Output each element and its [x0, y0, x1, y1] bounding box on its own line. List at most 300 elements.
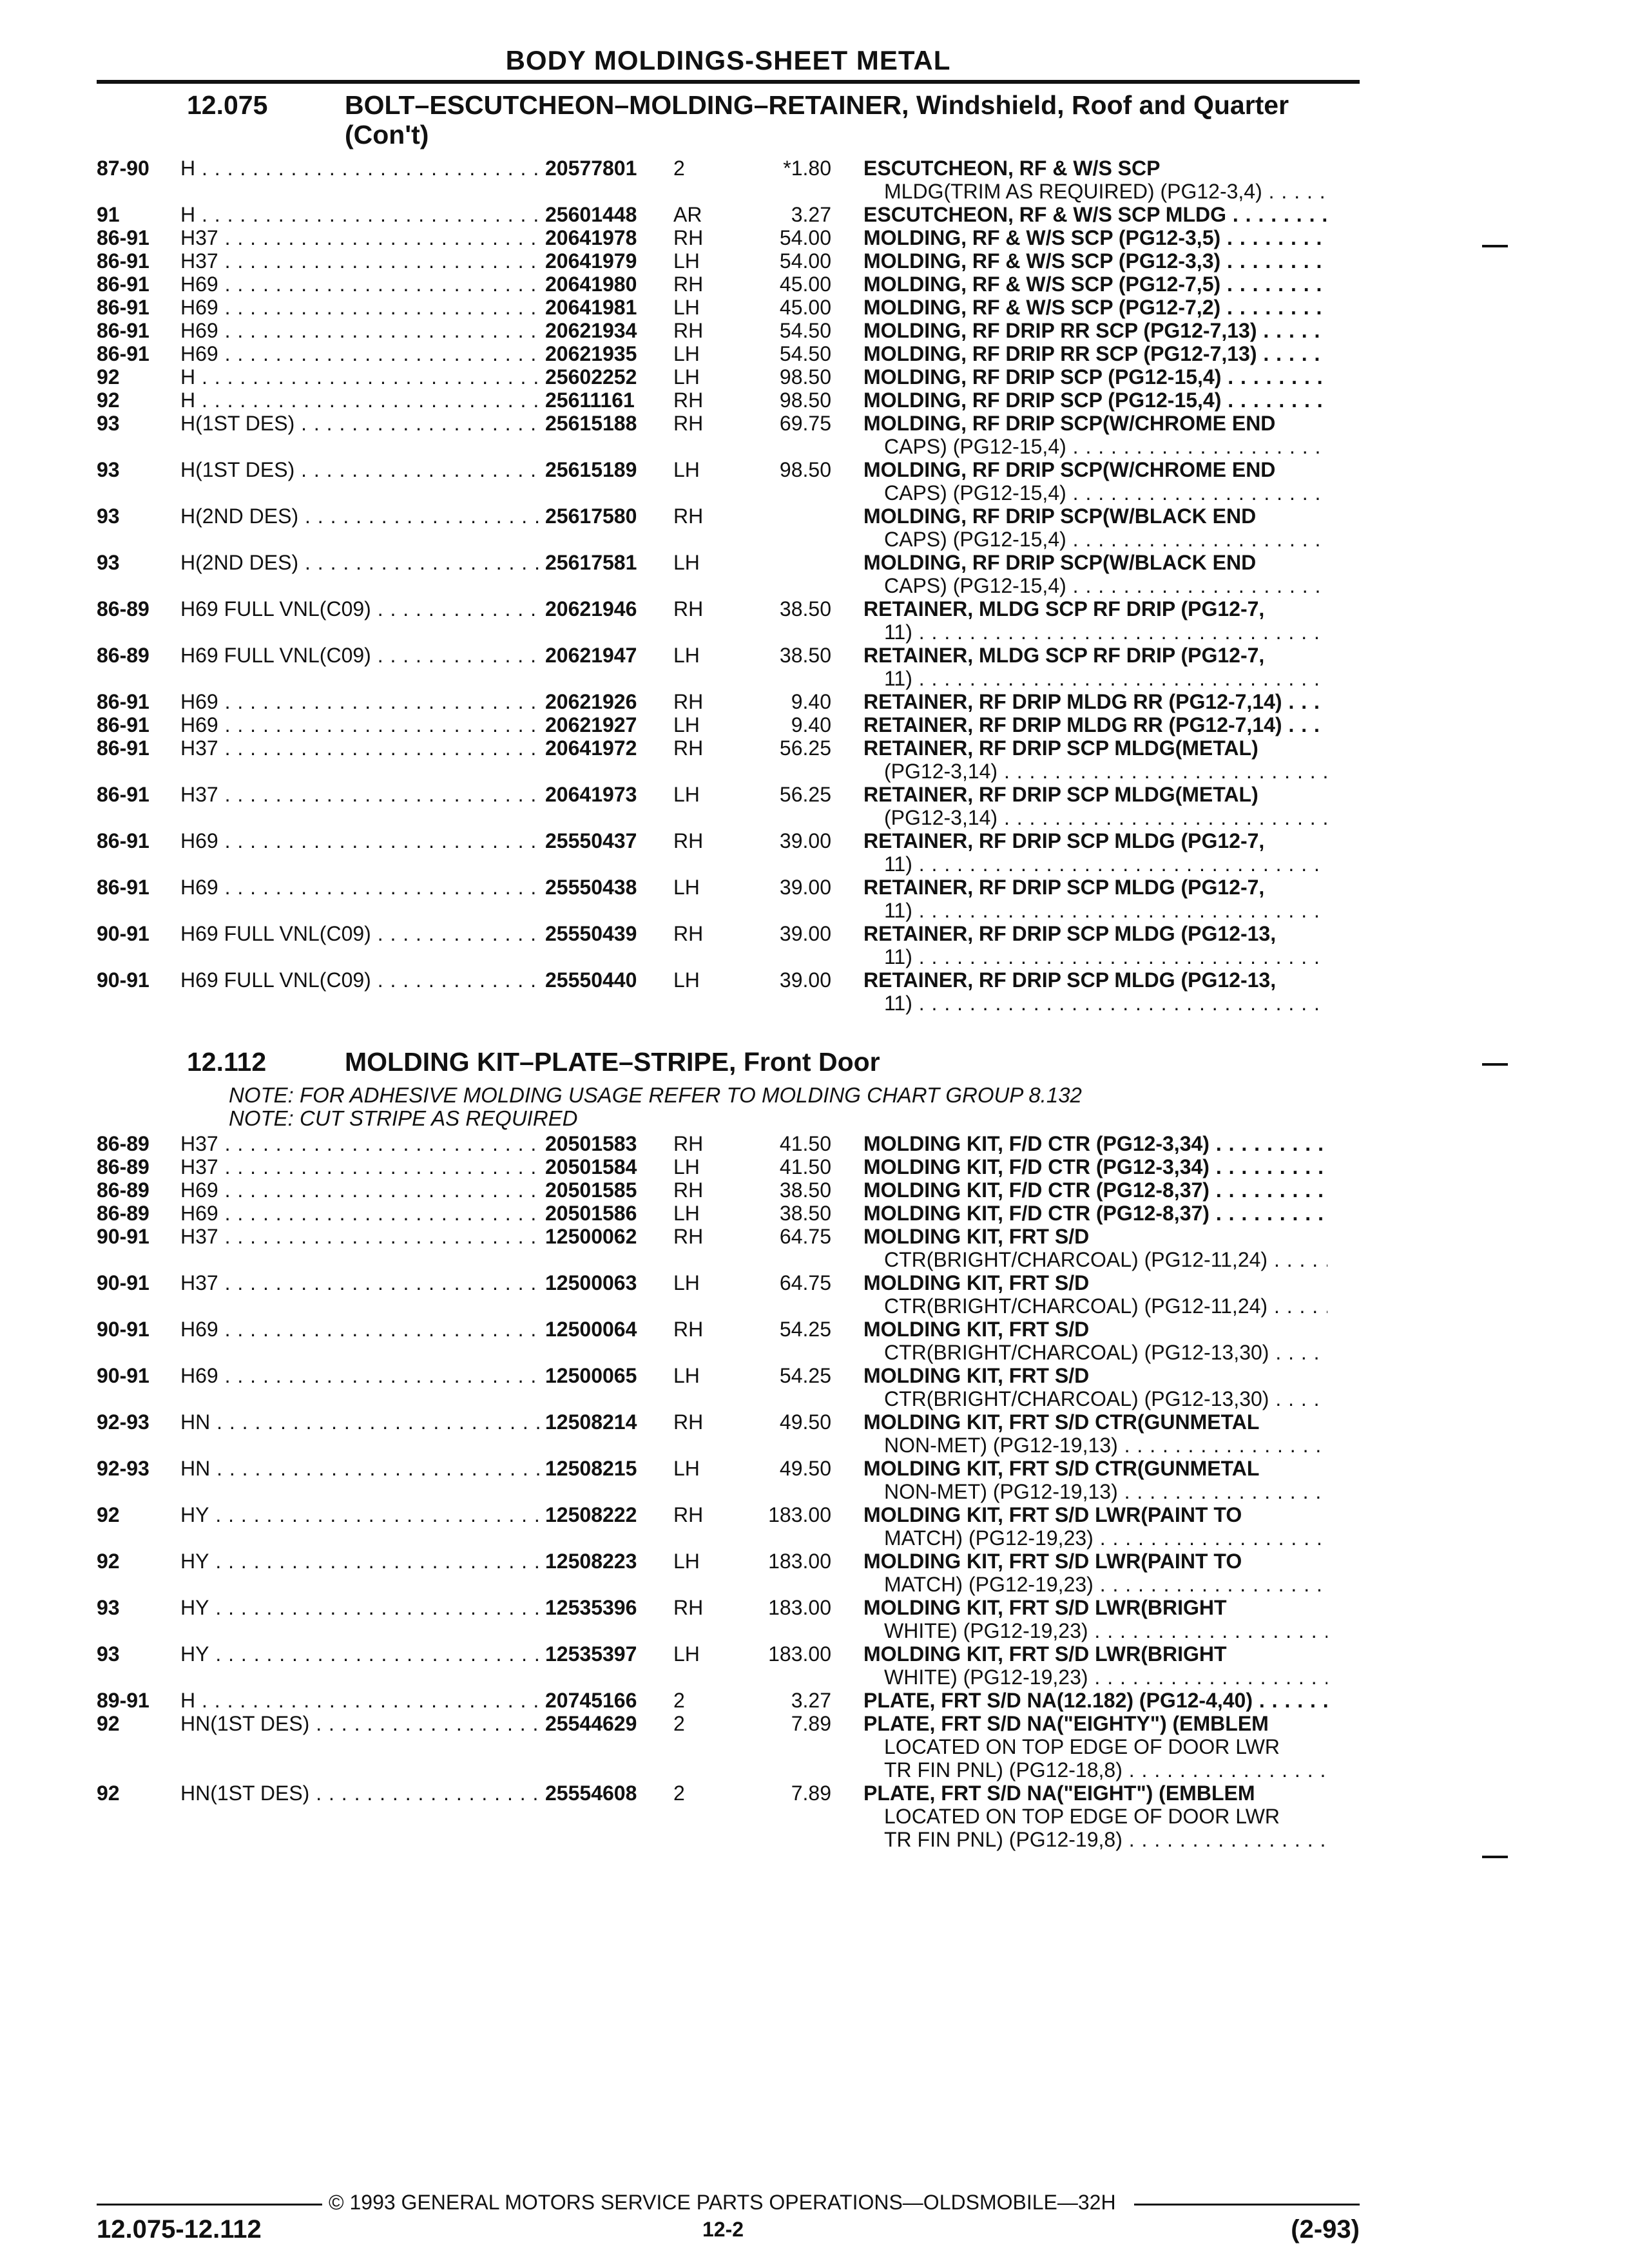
description-cell	[863, 1712, 1327, 1782]
quantity-cell: LH	[673, 713, 700, 736]
price-cell: 41.50	[779, 1132, 831, 1155]
quantity-cell: RH	[673, 319, 704, 342]
description-cell	[863, 365, 1327, 389]
description-line: 11) . . .	[863, 667, 1327, 690]
table-row	[97, 412, 1360, 458]
description-line: RETAINER, RF DRIP SCP MLDG(METAL)	[863, 783, 1258, 806]
price-cell: 54.50	[779, 342, 831, 365]
price-cell: 98.50	[779, 389, 831, 412]
year-cell: 90-91	[97, 1318, 149, 1341]
quantity-cell: RH	[673, 389, 704, 412]
part-number-cell: 25615189	[541, 458, 668, 481]
quantity-cell: LH	[673, 1457, 700, 1480]
quantity-cell: RH	[673, 597, 704, 620]
table-row	[97, 1364, 1360, 1410]
description-line: CAPS) (PG12-15,4) . . .	[863, 528, 1327, 551]
model-cell: H69 FULL VNL(C09) . . .	[180, 597, 631, 620]
price-cell: 54.00	[779, 249, 831, 273]
table-row	[97, 1271, 1360, 1318]
description-line: (PG12-3,14) . . .	[863, 760, 1327, 783]
year-cell: 86-89	[97, 1202, 149, 1225]
description-line: CTR(BRIGHT/CHARCOAL) (PG12-13,30) . . .	[863, 1387, 1327, 1410]
part-number-cell: 20621947	[541, 644, 668, 667]
quantity-cell: LH	[673, 644, 700, 667]
description-cell	[863, 1457, 1327, 1503]
table-row	[97, 1132, 1360, 1155]
year-cell: 86-89	[97, 1132, 149, 1155]
description-cell	[863, 876, 1327, 922]
model-cell: H69 . . .	[180, 713, 631, 736]
year-cell: 86-91	[97, 876, 149, 899]
description-line: RETAINER, RF DRIP SCP MLDG (PG12-13,	[863, 968, 1277, 992]
year-cell: 92	[97, 1782, 120, 1805]
year-cell: 92	[97, 1712, 120, 1735]
quantity-cell: LH	[673, 783, 700, 806]
part-number-cell: 20501583	[541, 1132, 668, 1155]
footer-rule	[1134, 2204, 1360, 2206]
price-cell: 38.50	[779, 1202, 831, 1225]
year-cell: 89-91	[97, 1689, 149, 1712]
part-number-cell: 20621935	[541, 342, 668, 365]
table-row	[97, 644, 1360, 690]
year-cell: 93	[97, 412, 120, 435]
quantity-cell: LH	[673, 551, 700, 574]
price-cell: 7.89	[791, 1712, 831, 1735]
table-row	[97, 1712, 1360, 1782]
quantity-cell: RH	[673, 1178, 704, 1202]
table-row	[97, 829, 1360, 876]
model-cell: H . . .	[180, 1689, 631, 1712]
quantity-cell: LH	[673, 249, 700, 273]
model-cell: H69 . . .	[180, 1364, 631, 1387]
model-cell: H . . .	[180, 203, 631, 226]
model-cell: HN(1ST DES) . . .	[180, 1712, 631, 1735]
price-cell: 3.27	[791, 1689, 831, 1712]
part-number-cell: 12535397	[541, 1642, 668, 1666]
description-line: CTR(BRIGHT/CHARCOAL) (PG12-11,24) . . .	[863, 1294, 1327, 1318]
year-cell: 90-91	[97, 1225, 149, 1248]
description-line: MOLDING, RF DRIP SCP(W/BLACK END	[863, 505, 1257, 528]
model-cell: H69 . . .	[180, 829, 631, 852]
year-cell: 92	[97, 1550, 120, 1573]
description-line: MOLDING, RF DRIP SCP(W/CHROME END	[863, 458, 1276, 481]
price-cell: 49.50	[779, 1457, 831, 1480]
description-line: CAPS) (PG12-15,4) . . .	[863, 481, 1327, 505]
table-row	[97, 458, 1360, 505]
model-cell: H37 . . .	[180, 736, 631, 760]
description-cell	[863, 505, 1327, 551]
table-row	[97, 1457, 1360, 1503]
year-cell: 92	[97, 365, 120, 389]
price-cell: *1.80	[783, 157, 831, 180]
table-row	[97, 157, 1360, 203]
year-cell: 86-89	[97, 597, 149, 620]
description-cell	[863, 597, 1327, 644]
description-line: MOLDING, RF DRIP SCP (PG12-15,4) . . .	[863, 365, 1327, 389]
quantity-cell: RH	[673, 412, 704, 435]
year-cell: 93	[97, 1596, 120, 1619]
description-line: MOLDING, RF DRIP SCP (PG12-15,4) . . .	[863, 389, 1327, 412]
price-cell: 39.00	[779, 876, 831, 899]
part-number-cell: 25617580	[541, 505, 668, 528]
description-cell	[863, 783, 1327, 829]
quantity-cell: RH	[673, 1503, 704, 1526]
description-cell	[863, 458, 1327, 505]
year-cell: 86-89	[97, 644, 149, 667]
model-cell: H69 FULL VNL(C09) . . .	[180, 922, 631, 945]
quantity-cell: RH	[673, 829, 704, 852]
description-line: 11) . . .	[863, 620, 1327, 644]
table-row	[97, 1689, 1360, 1712]
description-cell	[863, 1689, 1327, 1712]
model-cell: H37 . . .	[180, 249, 631, 273]
table-row	[97, 1202, 1360, 1225]
description-line: ESCUTCHEON, RF & W/S SCP	[863, 157, 1161, 180]
part-number-cell: 20621926	[541, 690, 668, 713]
part-number-cell: 25601448	[541, 203, 668, 226]
table-row	[97, 365, 1360, 389]
part-number-cell: 20641978	[541, 226, 668, 249]
footer-rule	[97, 2204, 322, 2206]
description-cell	[863, 968, 1327, 1015]
description-line: CAPS) (PG12-15,4) . . .	[863, 574, 1327, 597]
description-line: MOLDING KIT, FRT S/D LWR(PAINT TO	[863, 1550, 1242, 1573]
description-cell	[863, 412, 1327, 458]
model-cell: H69 . . .	[180, 273, 631, 296]
description-line: CTR(BRIGHT/CHARCOAL) (PG12-11,24) . . .	[863, 1248, 1327, 1271]
description-line: MOLDING KIT, FRT S/D	[863, 1318, 1090, 1341]
description-cell	[863, 249, 1327, 273]
model-cell: H37 . . .	[180, 1132, 631, 1155]
year-cell: 86-91	[97, 249, 149, 273]
description-cell	[863, 1503, 1327, 1550]
quantity-cell: LH	[673, 342, 700, 365]
model-cell: H69 . . .	[180, 1178, 631, 1202]
part-number-cell: 12500064	[541, 1318, 668, 1341]
year-cell: 86-89	[97, 1178, 149, 1202]
description-cell	[863, 1178, 1327, 1202]
model-cell: H . . .	[180, 389, 631, 412]
table-row	[97, 389, 1360, 412]
price-cell: 183.00	[768, 1642, 831, 1666]
part-number-cell: 20641972	[541, 736, 668, 760]
description-cell	[863, 342, 1327, 365]
table-row	[97, 783, 1360, 829]
quantity-cell: LH	[673, 1202, 700, 1225]
model-cell: HY . . .	[180, 1596, 631, 1619]
description-line: RETAINER, RF DRIP MLDG RR (PG12-7,14) . . .	[863, 690, 1327, 713]
description-cell	[863, 690, 1327, 713]
year-cell: 86-91	[97, 226, 149, 249]
part-number-cell: 25611161	[541, 389, 668, 412]
table-row	[97, 1225, 1360, 1271]
description-cell	[863, 551, 1327, 597]
description-cell	[863, 644, 1327, 690]
part-number-cell: 25615188	[541, 412, 668, 435]
part-number-cell: 20745166	[541, 1689, 668, 1712]
description-line: PLATE, FRT S/D NA("EIGHT") (EMBLEM	[863, 1782, 1255, 1805]
section-note: NOTE: CUT STRIPE AS REQUIRED	[229, 1106, 578, 1130]
quantity-cell: RH	[673, 690, 704, 713]
description-line: CAPS) (PG12-15,4) . . .	[863, 435, 1327, 458]
quantity-cell: LH	[673, 1550, 700, 1573]
section-number: 12.112	[187, 1047, 267, 1077]
description-line: PLATE, FRT S/D NA(12.182) (PG12-4,40) . . .	[863, 1689, 1327, 1712]
description-line: RETAINER, RF DRIP SCP MLDG (PG12-13,	[863, 922, 1277, 945]
description-cell	[863, 1132, 1327, 1155]
catalog-page	[97, 39, 1360, 2244]
year-cell: 86-91	[97, 319, 149, 342]
model-cell: H69 . . .	[180, 342, 631, 365]
description-line: MOLDING, RF DRIP SCP(W/CHROME END	[863, 412, 1276, 435]
table-row	[97, 1642, 1360, 1689]
model-cell: HN . . .	[180, 1457, 631, 1480]
table-row	[97, 1596, 1360, 1642]
part-number-cell: 12508214	[541, 1410, 668, 1434]
description-line: MOLDING KIT, FRT S/D CTR(GUNMETAL	[863, 1410, 1260, 1434]
part-number-cell: 25550439	[541, 922, 668, 945]
description-line: PLATE, FRT S/D NA("EIGHTY") (EMBLEM	[863, 1712, 1269, 1735]
table-row	[97, 203, 1360, 226]
model-cell: H(1ST DES) . . .	[180, 458, 631, 481]
description-line: MATCH) (PG12-19,23) . . .	[863, 1526, 1327, 1550]
footer-copyright: © 1993 GENERAL MOTORS SERVICE PARTS OPERATIONS—OLDSMOBILE—32H	[329, 2191, 1116, 2214]
description-line: RETAINER, RF DRIP SCP MLDG (PG12-7,	[863, 829, 1265, 852]
table-row	[97, 736, 1360, 783]
price-cell: 56.25	[779, 783, 831, 806]
price-cell: 39.00	[779, 968, 831, 992]
part-number-cell: 20501584	[541, 1155, 668, 1178]
description-line: RETAINER, RF DRIP MLDG RR (PG12-7,14) . . .	[863, 713, 1327, 736]
part-number-cell: 20577801	[541, 157, 668, 180]
quantity-cell: LH	[673, 1155, 700, 1178]
part-number-cell: 12500062	[541, 1225, 668, 1248]
year-cell: 92	[97, 1503, 120, 1526]
part-number-cell: 25544629	[541, 1712, 668, 1735]
price-cell: 38.50	[779, 597, 831, 620]
table-row	[97, 922, 1360, 968]
part-number-cell: 20621927	[541, 713, 668, 736]
footer-page-number: 12-2	[702, 2218, 744, 2241]
description-cell	[863, 1202, 1327, 1225]
model-cell: H69 . . .	[180, 1318, 631, 1341]
table-row	[97, 1782, 1360, 1851]
description-line: WHITE) (PG12-19,23) . . .	[863, 1619, 1327, 1642]
description-cell	[863, 1364, 1327, 1410]
price-cell: 56.25	[779, 736, 831, 760]
quantity-cell: LH	[673, 1364, 700, 1387]
model-cell: H69 . . .	[180, 876, 631, 899]
table-row	[97, 319, 1360, 342]
part-number-cell: 12508215	[541, 1457, 668, 1480]
price-cell: 69.75	[779, 412, 831, 435]
description-line: MATCH) (PG12-19,23) . . .	[863, 1573, 1327, 1596]
description-line: RETAINER, RF DRIP SCP MLDG (PG12-7,	[863, 876, 1265, 899]
part-number-cell: 20501586	[541, 1202, 668, 1225]
model-cell: H37 . . .	[180, 783, 631, 806]
model-cell: H(2ND DES) . . .	[180, 505, 631, 528]
description-cell	[863, 1782, 1327, 1851]
price-cell: 45.00	[779, 296, 831, 319]
header-rule	[97, 80, 1360, 84]
description-cell	[863, 1550, 1327, 1596]
section-title: MOLDING KIT–PLATE–STRIPE, Front Door	[345, 1047, 880, 1077]
part-number-cell: 25617581	[541, 551, 668, 574]
year-cell: 86-91	[97, 690, 149, 713]
model-cell: HY . . .	[180, 1550, 631, 1573]
description-cell	[863, 736, 1327, 783]
part-number-cell: 12500063	[541, 1271, 668, 1294]
table-row	[97, 1155, 1360, 1178]
year-cell: 93	[97, 551, 120, 574]
part-number-cell: 12508223	[541, 1550, 668, 1573]
part-number-cell: 12508222	[541, 1503, 668, 1526]
quantity-cell: LH	[673, 365, 700, 389]
description-cell	[863, 1225, 1327, 1271]
description-cell	[863, 1642, 1327, 1689]
quantity-cell: AR	[673, 203, 702, 226]
year-cell: 93	[97, 1642, 120, 1666]
description-line: RETAINER, RF DRIP SCP MLDG(METAL)	[863, 736, 1258, 760]
table-row	[97, 273, 1360, 296]
description-cell	[863, 1155, 1327, 1178]
model-cell: H . . .	[180, 365, 631, 389]
quantity-cell: LH	[673, 1271, 700, 1294]
model-cell: H . . .	[180, 157, 631, 180]
model-cell: H37 . . .	[180, 1271, 631, 1294]
year-cell: 86-89	[97, 1155, 149, 1178]
part-number-cell: 20641981	[541, 296, 668, 319]
price-cell: 64.75	[779, 1225, 831, 1248]
year-cell: 86-91	[97, 736, 149, 760]
table-row	[97, 876, 1360, 922]
table-row	[97, 342, 1360, 365]
quantity-cell: LH	[673, 458, 700, 481]
price-cell: 39.00	[779, 829, 831, 852]
footer-date: (2-93)	[1291, 2215, 1360, 2244]
price-cell: 9.40	[791, 690, 831, 713]
price-cell: 98.50	[779, 458, 831, 481]
description-line: MOLDING KIT, F/D CTR (PG12-8,37) . . .	[863, 1202, 1327, 1225]
description-line: ESCUTCHEON, RF & W/S SCP MLDG . . .	[863, 203, 1327, 226]
model-cell: H37 . . .	[180, 1155, 631, 1178]
description-line: RETAINER, MLDG SCP RF DRIP (PG12-7,	[863, 644, 1265, 667]
year-cell: 90-91	[97, 968, 149, 992]
description-line: 11) . . .	[863, 992, 1327, 1015]
model-cell: HN . . .	[180, 1410, 631, 1434]
description-line: MOLDING, RF DRIP SCP(W/BLACK END	[863, 551, 1257, 574]
description-line: CTR(BRIGHT/CHARCOAL) (PG12-13,30) . . .	[863, 1341, 1327, 1364]
description-line: MOLDING KIT, F/D CTR (PG12-3,34) . . .	[863, 1132, 1327, 1155]
year-cell: 92-93	[97, 1410, 149, 1434]
quantity-cell: RH	[673, 226, 704, 249]
parts-table	[97, 1132, 1360, 1851]
description-line: MOLDING, RF DRIP RR SCP (PG12-7,13) . . .	[863, 342, 1327, 365]
model-cell: H69 . . .	[180, 296, 631, 319]
quantity-cell: LH	[673, 968, 700, 992]
price-cell: 54.00	[779, 226, 831, 249]
description-line: MOLDING KIT, FRT S/D	[863, 1225, 1090, 1248]
price-cell: 3.27	[791, 203, 831, 226]
description-line: NON-MET) (PG12-19,13) . . .	[863, 1434, 1327, 1457]
table-row	[97, 296, 1360, 319]
price-cell: 54.50	[779, 319, 831, 342]
year-cell: 91	[97, 203, 120, 226]
part-number-cell: 12500065	[541, 1364, 668, 1387]
table-row	[97, 226, 1360, 249]
model-cell: H37 . . .	[180, 226, 631, 249]
price-cell: 98.50	[779, 365, 831, 389]
description-cell	[863, 203, 1327, 226]
model-cell: H69 . . .	[180, 319, 631, 342]
price-cell: 41.50	[779, 1155, 831, 1178]
table-row	[97, 505, 1360, 551]
description-line: RETAINER, MLDG SCP RF DRIP (PG12-7,	[863, 597, 1265, 620]
quantity-cell: RH	[673, 1225, 704, 1248]
year-cell: 86-91	[97, 713, 149, 736]
description-line: MOLDING KIT, FRT S/D LWR(BRIGHT	[863, 1596, 1227, 1619]
quantity-cell: 2	[673, 157, 685, 180]
year-cell: 93	[97, 505, 120, 528]
description-cell	[863, 226, 1327, 249]
description-line: MOLDING, RF & W/S SCP (PG12-3,3) . . .	[863, 249, 1327, 273]
description-line: TR FIN PNL) (PG12-18,8) . . .	[863, 1758, 1327, 1782]
part-number-cell: 25550437	[541, 829, 668, 852]
year-cell: 93	[97, 458, 120, 481]
model-cell: H69 FULL VNL(C09) . . .	[180, 644, 631, 667]
description-line: LOCATED ON TOP EDGE OF DOOR LWR	[884, 1805, 1280, 1828]
part-number-cell: 20621946	[541, 597, 668, 620]
description-line: MOLDING KIT, F/D CTR (PG12-3,34) . . .	[863, 1155, 1327, 1178]
year-cell: 90-91	[97, 1364, 149, 1387]
model-cell: HY . . .	[180, 1503, 631, 1526]
part-number-cell: 20641979	[541, 249, 668, 273]
part-number-cell: 20641973	[541, 783, 668, 806]
description-line: MOLDING, RF & W/S SCP (PG12-3,5) . . .	[863, 226, 1327, 249]
year-cell: 86-91	[97, 296, 149, 319]
description-line: NON-MET) (PG12-19,13) . . .	[863, 1480, 1327, 1503]
description-cell	[863, 273, 1327, 296]
description-line: WHITE) (PG12-19,23) . . .	[863, 1666, 1327, 1689]
year-cell: 86-91	[97, 342, 149, 365]
table-row	[97, 690, 1360, 713]
year-cell: 90-91	[97, 1271, 149, 1294]
year-cell: 86-91	[97, 273, 149, 296]
description-line: MOLDING KIT, FRT S/D CTR(GUNMETAL	[863, 1457, 1260, 1480]
description-line: 11) . . .	[863, 899, 1327, 922]
year-cell: 92-93	[97, 1457, 149, 1480]
price-cell: 54.25	[779, 1318, 831, 1341]
footer-section-range: 12.075-12.112	[97, 2215, 262, 2244]
model-cell: H37 . . .	[180, 1225, 631, 1248]
table-row	[97, 1503, 1360, 1550]
quantity-cell: RH	[673, 1596, 704, 1619]
quantity-cell: RH	[673, 1132, 704, 1155]
section-title: BOLT–ESCUTCHEON–MOLDING–RETAINER, Windshield, Roof and Quarter (Con't)	[345, 90, 1289, 149]
part-number-cell: 20621934	[541, 319, 668, 342]
table-row	[97, 1410, 1360, 1457]
description-line: MOLDING KIT, FRT S/D LWR(BRIGHT	[863, 1642, 1227, 1666]
year-cell: 87-90	[97, 157, 149, 180]
quantity-cell: 2	[673, 1689, 685, 1712]
section-number: 12.075	[187, 90, 268, 120]
description-line: TR FIN PNL) (PG12-19,8) . . .	[863, 1828, 1327, 1851]
description-cell	[863, 296, 1327, 319]
table-row	[97, 968, 1360, 1015]
year-cell: 90-91	[97, 922, 149, 945]
quantity-cell: RH	[673, 505, 704, 528]
quantity-cell: RH	[673, 922, 704, 945]
